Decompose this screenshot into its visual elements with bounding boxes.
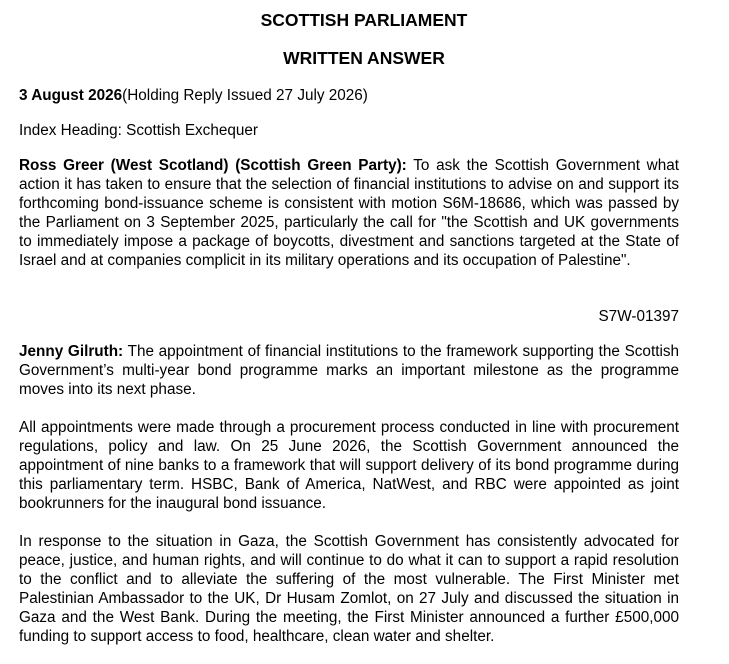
question-reference: S7W-01397 xyxy=(598,308,679,325)
answer-paragraph-2: All appointments were made through a procurement process conducted in line with procurement regulations, policy and law. On 25 June 2026, the Scottish Government announced the appointment of nine banks to a framework that will support delivery of its bond programme during this parliamentary term. HSBC, Bank of America, NatWest, and RBC were appointed as joint bookrunners for the inaugural bond issuance. xyxy=(19,419,679,512)
date-line xyxy=(19,86,679,105)
answer-text-1: The appointment of financial institutions to the framework supporting the Scottish Government’s multi-year bond programme marks an important milestone as the programme moves into its next phase. xyxy=(19,343,679,398)
document-type-title: WRITTEN ANSWER xyxy=(283,48,445,68)
index-heading: Index Heading: Scottish Exchequer xyxy=(19,122,258,139)
question-paragraph xyxy=(19,156,679,270)
holding-reply-note: (Holding Reply Issued 27 July 2026) xyxy=(122,87,368,104)
answer-date: 3 August 2026 xyxy=(19,87,123,104)
answer-paragraph-3: In response to the situation in Gaza, the Scottish Government has consistently advocated for peace, justice, and human rights, and will continue to do what it can to support a rapid resolution to the conflict and to alleviate the suffering of the most vulnerable. The First Minister met Palestinian Ambassador to the UK, Dr Husam Zomlot, on 27 July and discussed the situation in Gaza and the West Bank. During the meeting, the First Minister announced a further £500,000 funding to support access to food, healthcare, clean water and shelter. xyxy=(19,533,679,645)
answer-respondent: Jenny Gilruth: xyxy=(19,343,124,360)
document-org-title: SCOTTISH PARLIAMENT xyxy=(260,10,468,30)
question-asker: Ross Greer (West Scotland) (Scottish Green Party): xyxy=(19,157,407,174)
answer-paragraph-1 xyxy=(19,342,679,399)
question-text: To ask the Scottish Government what action it has taken to ensure that the selection of financial institutions to advise on and support its forthcoming bond-issuance scheme is consistent with motion S6M-18686, which was passed by the Parliament on 3 September 2025, particularly the call for "the Scottish and UK governments to immediately impose a package of boycotts, divestment and sanctions targeted at the State of Israel and at companies complicit in its military operations and its occupation of Palestine". xyxy=(19,157,679,269)
